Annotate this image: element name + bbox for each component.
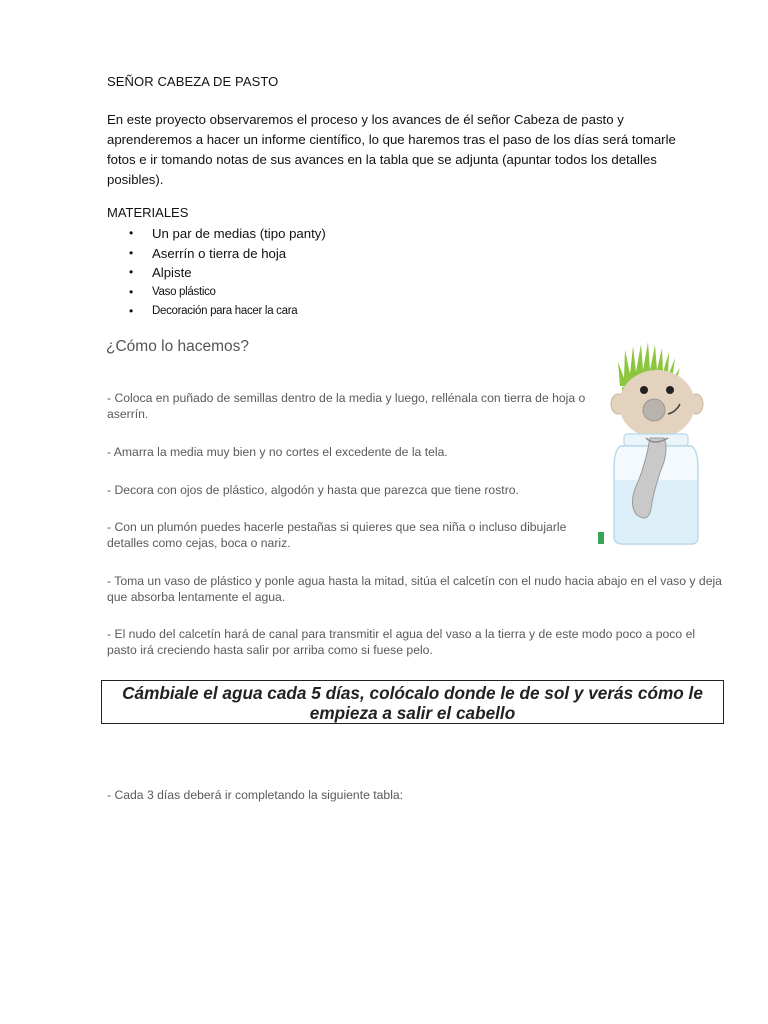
nose-icon [643, 399, 665, 421]
document-title: SEÑOR CABEZA DE PASTO [107, 74, 279, 89]
how-heading: ¿Cómo lo hacemos? [106, 338, 250, 355]
intro-paragraph: En este proyecto observaremos el proceso y los avances de él señor Cabeza de pasto y aprenderemos a hacer un informe científico, lo que haremos tras el paso de los días será tomarle fotos e ir tomando notas de sus avances en la tabla que se adjunta (apuntar todos los detalles posibles). [107, 112, 676, 187]
list-item [107, 263, 326, 283]
bullet-icon: • [129, 245, 134, 260]
materials-heading: MATERIALES [107, 205, 189, 220]
step-paragraph: - Toma un vaso de plástico y ponle agua hasta la mitad, sitúa el calcetín con el nudo hacia abajo en el vaso y deja que absorba lentamente el agua. [107, 574, 722, 604]
decor-strip [598, 532, 604, 544]
step-paragraph: - Con un plumón puedes hacerle pestañas si quieres que sea niña o incluso dibujarle detalles como cejas, boca o nariz. [107, 520, 567, 550]
materials-list [107, 224, 326, 322]
material-label: Vaso plástico [152, 285, 216, 298]
material-label: Aserrín o tierra de hoja [152, 245, 287, 261]
eye-left-icon [640, 386, 648, 394]
list-item [107, 283, 326, 303]
bullet-icon: • [129, 265, 134, 279]
step-paragraph: - Amarra la media muy bien y no cortes el excedente de la tela. [107, 445, 448, 459]
list-item [107, 244, 326, 264]
grass-head-illustration [598, 342, 722, 546]
step-paragraph: - Coloca en puñado de semillas dentro de la media y luego, rellénala con tierra de hoja o aserrín. [107, 391, 586, 421]
step-paragraph: - El nudo del calcetín hará de canal para transmitir el agua del vaso a la tierra y de este modo poco a poco el pasto irá creciendo hasta salir por arriba como si fuese pelo. [107, 627, 696, 657]
material-label: Decoración para hacer la cara [152, 305, 298, 317]
final-step-paragraph: - Cada 3 días deberá ir completando la siguiente tabla: [107, 788, 404, 802]
step-paragraph: - Decora con ojos de plástico, algodón y hasta que parezca que tiene rostro. [107, 483, 519, 497]
bullet-icon: • [129, 226, 134, 240]
bullet-icon: • [129, 284, 133, 299]
material-label: Un par de medias (tipo panty) [152, 226, 326, 241]
list-item [107, 302, 326, 322]
list-item [107, 224, 326, 244]
bullet-icon: • [129, 304, 133, 318]
eye-right-icon [666, 386, 674, 394]
material-label: Alpiste [152, 265, 192, 280]
callout-box: Cámbiale el agua cada 5 días, colócalo donde le de sol y verás cómo le empieza a salir el cabello [101, 680, 724, 724]
